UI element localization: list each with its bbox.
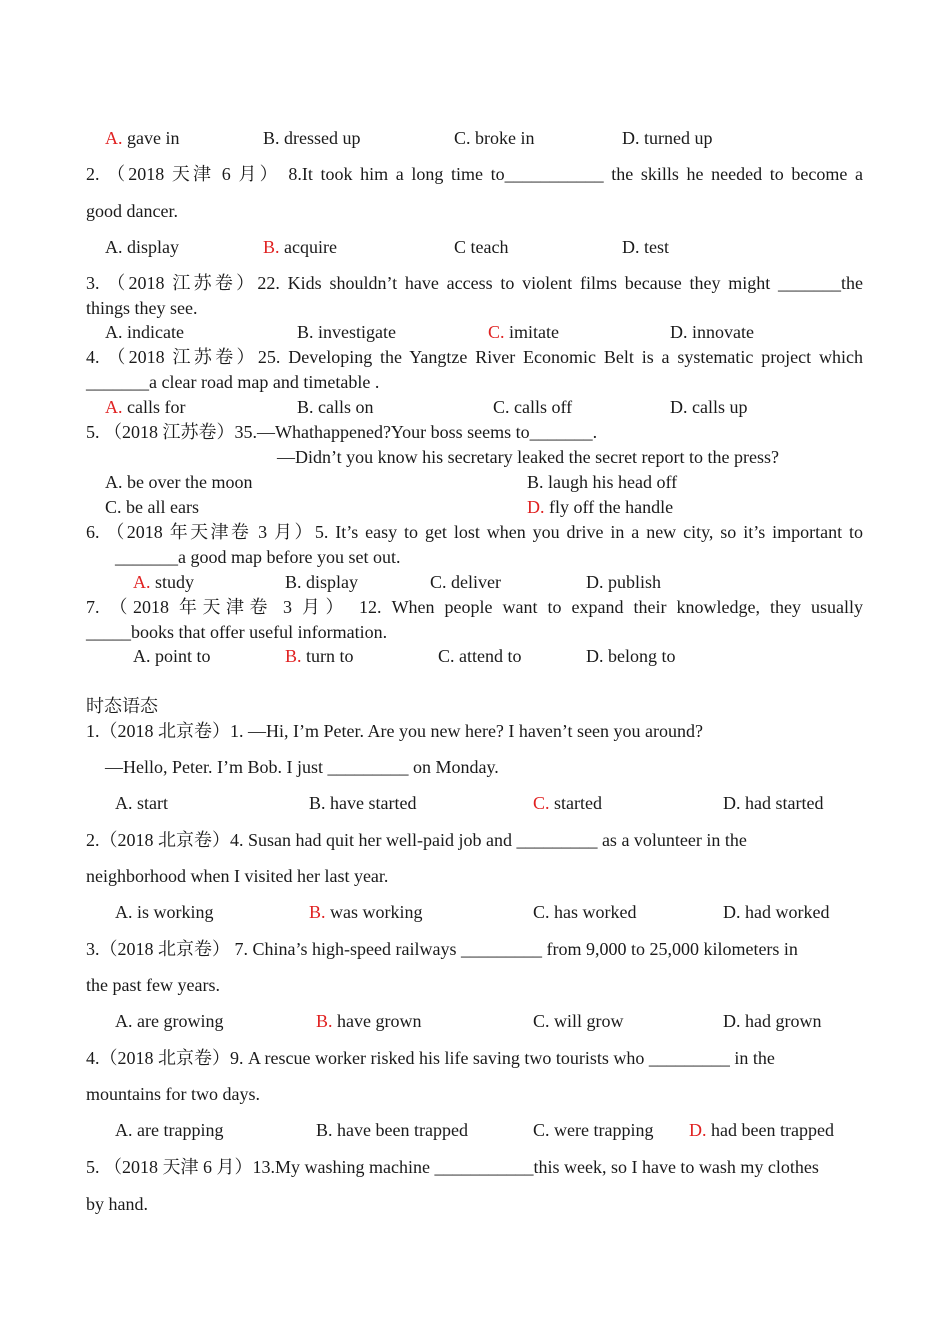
- q0-option-a: [105, 126, 179, 150]
- option-text: started: [549, 793, 602, 813]
- question-stem-cont: _______a good map before you set out.: [115, 547, 401, 567]
- option-c: [454, 235, 508, 259]
- option-letter: D.: [670, 397, 688, 417]
- option-text: calls up: [687, 397, 748, 417]
- option-text: broke in: [470, 128, 535, 148]
- option-a: [115, 1009, 223, 1033]
- question-stem-cont: —Didn’t you know his secretary leaked the secret report to the press?: [277, 447, 780, 467]
- option-b: [297, 395, 374, 419]
- question-stem: 5. （2018 江苏卷）35.—Whathappened?Your boss seems to_______.: [86, 422, 598, 442]
- option-text: had worked: [740, 902, 830, 922]
- option-c: [533, 900, 637, 924]
- option-letter: A.: [105, 322, 123, 342]
- option-c: [438, 644, 522, 668]
- option-d: [670, 320, 754, 344]
- option-text: fly off the handle: [544, 497, 674, 517]
- option-b: [316, 1009, 422, 1033]
- option-text: be all ears: [121, 497, 199, 517]
- option-text: laugh his head off: [543, 472, 678, 492]
- question-stem: 3. （2018 江苏卷）22. Kids shouldn’t have access to violent films because they might _______the: [86, 273, 863, 293]
- option-letter: A.: [105, 397, 123, 417]
- question-stem-cont: neighborhood when I visited her last year.: [86, 866, 389, 886]
- question-stem: 2.（2018 北京卷）4. Susan had quit her well-paid job and _________ as a volunteer in the: [86, 830, 747, 850]
- question-stem: 5. （2018 天津 6 月）13.My washing machine ___________this week, so I have to wash my clothes: [86, 1157, 819, 1177]
- option-b: [297, 320, 396, 344]
- option-letter: A.: [105, 472, 123, 492]
- option-letter: D.: [622, 237, 640, 257]
- option-d: [586, 644, 676, 668]
- option-text: are growing: [132, 1011, 224, 1031]
- option-letter: B.: [285, 572, 302, 592]
- option-letter: A.: [115, 1011, 133, 1031]
- question-stem: 4.（2018 北京卷）9. A rescue worker risked his life saving two tourists who _________ in the: [86, 1048, 775, 1068]
- option-b: [285, 570, 358, 594]
- option-letter: A.: [115, 793, 133, 813]
- option-a: [115, 900, 214, 924]
- option-letter: D.: [622, 128, 640, 148]
- option-text: turn to: [301, 646, 354, 666]
- q0-option-c: [454, 126, 535, 150]
- option-letter: C.: [533, 1120, 550, 1140]
- question-stem-cont: good dancer.: [86, 201, 178, 221]
- option-text: had started: [740, 793, 824, 813]
- option-d: [586, 570, 661, 594]
- option-text: dressed up: [279, 128, 361, 148]
- option-b: [309, 900, 423, 924]
- option-letter: B.: [309, 793, 326, 813]
- option-letter: D.: [670, 322, 688, 342]
- question-stem-cont: _______a clear road map and timetable .: [86, 372, 380, 392]
- option-a: [115, 791, 168, 815]
- option-c: [533, 1118, 653, 1142]
- option-d: [723, 791, 823, 815]
- option-c: [488, 320, 559, 344]
- option-text: attend to: [454, 646, 522, 666]
- option-d: [723, 900, 829, 924]
- option-letter: C.: [533, 902, 550, 922]
- question-stem: 3.（2018 北京卷） 7. China’s high-speed railways _________ from 9,000 to 25,000 kilometers in: [86, 939, 798, 959]
- option-letter: B.: [297, 322, 314, 342]
- option-letter: C.: [438, 646, 455, 666]
- option-d: [527, 495, 673, 519]
- option-text: publish: [603, 572, 662, 592]
- option-letter: A.: [133, 572, 151, 592]
- option-c: [533, 1009, 624, 1033]
- question-stem-cont: things they see.: [86, 298, 198, 318]
- option-a: [105, 320, 184, 344]
- question-stem-cont: by hand.: [86, 1194, 148, 1214]
- option-c: [493, 395, 572, 419]
- option-b: [263, 235, 337, 259]
- option-text: turned up: [639, 128, 713, 148]
- option-text: calls off: [509, 397, 573, 417]
- option-text: be over the moon: [122, 472, 253, 492]
- option-letter: C.: [105, 497, 122, 517]
- option-letter: D.: [586, 646, 604, 666]
- option-b: [527, 470, 677, 494]
- q0-option-d: [622, 126, 712, 150]
- option-letter: D.: [723, 793, 741, 813]
- option-text: have grown: [332, 1011, 422, 1031]
- option-text: imitate: [504, 322, 559, 342]
- option-letter: D.: [586, 572, 604, 592]
- option-letter: D.: [723, 1011, 741, 1031]
- option-a: [133, 644, 211, 668]
- option-text: display: [122, 237, 179, 257]
- option-a: [105, 470, 252, 494]
- option-text: is working: [132, 902, 214, 922]
- option-text: had been trapped: [706, 1120, 834, 1140]
- option-letter: B.: [263, 237, 280, 257]
- option-b: [316, 1118, 468, 1142]
- option-text: calls for: [122, 397, 186, 417]
- option-text: study: [150, 572, 195, 592]
- option-letter: B.: [297, 397, 314, 417]
- option-letter: C.: [533, 1011, 550, 1031]
- option-letter: C.: [493, 397, 510, 417]
- question-stem: 7. （2018 年天津卷 3 月） 12. When people want to expand their knowledge, they usually: [86, 597, 863, 617]
- option-letter: A.: [105, 128, 123, 148]
- option-a: [105, 235, 179, 259]
- option-d: [622, 235, 669, 259]
- option-text: investigate: [313, 322, 396, 342]
- option-letter: B.: [309, 902, 326, 922]
- option-letter: C.: [430, 572, 447, 592]
- option-letter: A.: [115, 902, 133, 922]
- option-a: [105, 395, 185, 419]
- option-text: calls on: [313, 397, 374, 417]
- question-stem-cont: mountains for two days.: [86, 1084, 260, 1104]
- option-d: [670, 395, 748, 419]
- section-heading: 时态语态: [86, 696, 158, 716]
- option-text: indicate: [122, 322, 184, 342]
- option-d: [723, 1009, 821, 1033]
- option-text: are trapping: [132, 1120, 224, 1140]
- option-c: [430, 570, 501, 594]
- option-c: [533, 791, 602, 815]
- option-letter: A.: [133, 646, 151, 666]
- option-text: innovate: [687, 322, 754, 342]
- option-letter: B.: [316, 1011, 333, 1031]
- option-b: [309, 791, 416, 815]
- option-letter: D.: [689, 1120, 707, 1140]
- option-text: C teach: [454, 237, 509, 257]
- option-text: deliver: [446, 572, 501, 592]
- question-stem: 4. （2018 江苏卷）25. Developing the Yangtze River Economic Belt is a systematic project which: [86, 347, 863, 367]
- option-d: [689, 1118, 834, 1142]
- option-text: start: [132, 793, 168, 813]
- question-stem-cont: the past few years.: [86, 975, 220, 995]
- option-text: had grown: [740, 1011, 822, 1031]
- option-text: have started: [325, 793, 417, 813]
- option-b: [285, 644, 354, 668]
- option-letter: A.: [115, 1120, 133, 1140]
- option-a: [133, 570, 194, 594]
- question-stem: 2. （2018 天津 6 月） 8.It took him a long time to___________ the skills he needed to become a: [86, 164, 863, 184]
- option-letter: B.: [285, 646, 302, 666]
- option-letter: C.: [533, 793, 550, 813]
- option-text: acquire: [279, 237, 337, 257]
- question-stem-cont: _____books that offer useful information.: [86, 622, 388, 642]
- option-text: point to: [150, 646, 211, 666]
- option-letter: C.: [488, 322, 505, 342]
- option-letter: D.: [527, 497, 545, 517]
- option-text: belong to: [603, 646, 676, 666]
- option-letter: B.: [527, 472, 544, 492]
- option-letter: B.: [316, 1120, 333, 1140]
- option-text: were trapping: [549, 1120, 654, 1140]
- option-c: [105, 495, 199, 519]
- question-stem-cont: —Hello, Peter. I’m Bob. I just _________ on Monday.: [105, 757, 499, 777]
- option-letter: D.: [723, 902, 741, 922]
- option-a: [115, 1118, 223, 1142]
- question-stem: 6. （2018 年天津卷 3 月）5. It’s easy to get lost when you drive in a new city, so it’s important to: [86, 522, 863, 542]
- option-text: will grow: [549, 1011, 624, 1031]
- option-text: display: [301, 572, 359, 592]
- option-text: was working: [325, 902, 423, 922]
- option-text: test: [639, 237, 669, 257]
- q0-option-b: [263, 126, 361, 150]
- option-text: gave in: [122, 128, 180, 148]
- option-text: have been trapped: [332, 1120, 468, 1140]
- option-letter: B.: [263, 128, 280, 148]
- option-letter: A.: [105, 237, 123, 257]
- question-stem: 1.（2018 北京卷）1. —Hi, I’m Peter. Are you new here? I haven’t seen you around?: [86, 721, 704, 741]
- option-letter: C.: [454, 128, 471, 148]
- option-text: has worked: [549, 902, 637, 922]
